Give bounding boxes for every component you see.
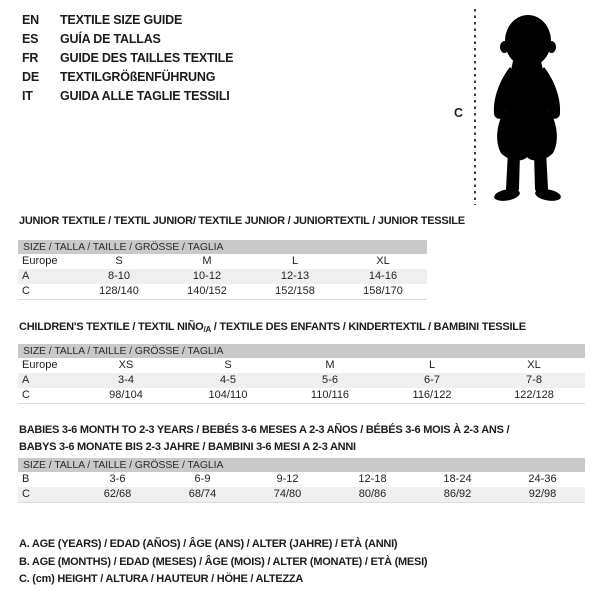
language-list [22, 11, 233, 106]
legend-notes [19, 536, 427, 589]
table-cell: 158/170 [363, 285, 403, 297]
language-label: TEXTILGRÖßENFÜHRUNG [60, 70, 216, 84]
table-cell: 74/80 [273, 488, 302, 500]
title-line-2: BABYS 3-6 MONATE BIS 2-3 JAHRE / BAMBINI 3-6 MESI A 2-3 ANNI [19, 441, 356, 453]
table-cell: 122/128 [514, 389, 554, 401]
language-label: GUIDE DES TAILLES TEXTILE [60, 51, 234, 65]
table-cell: XS [118, 359, 134, 371]
note-b: B. AGE (MONTHS) / EDAD (MESES) / ÂGE (MOIS) / ALTER (MONATE) / ETÀ (MESI) [19, 555, 428, 568]
note-a: A. AGE (YEARS) / EDAD (AÑOS) / ÂGE (ANS) / ALTER (JAHRE) / ETÀ (ANNI) [19, 538, 398, 550]
table-cell: M [325, 359, 335, 371]
table-cell: S [224, 359, 232, 371]
table-cell: 3-4 [118, 374, 134, 386]
row-label: C [22, 285, 30, 297]
table-cell: 12-13 [280, 270, 310, 282]
section-title-babies [19, 422, 509, 456]
table-cell: 104/110 [208, 389, 248, 401]
table-cell: 9-12 [276, 473, 299, 485]
table-cell: 98/104 [109, 389, 143, 401]
table-cell: 140/152 [187, 285, 227, 297]
table-row-age [18, 373, 585, 388]
size-header-bar: SIZE / TALLA / TAILLE / GRÖSSE / TAGLIA [18, 344, 585, 358]
row-label: B [22, 473, 30, 485]
row-label: Europe [22, 255, 58, 267]
height-measure-label: C [454, 106, 464, 120]
table-cell: S [115, 255, 123, 267]
table-cell: 62/68 [103, 488, 132, 500]
language-code: IT [22, 89, 33, 103]
table-row-height [18, 388, 585, 403]
size-header-bar: SIZE / TALLA / TAILLE / GRÖSSE / TAGLIA [18, 240, 427, 254]
table-row-height [18, 487, 585, 502]
table-cell: 12-18 [358, 473, 387, 485]
table-cell: 68/74 [188, 488, 217, 500]
title-text: / TEXTILE DES ENFANTS / KINDERTEXTIL / BAMBINI TESSILE [210, 321, 526, 333]
table-row-age [18, 269, 427, 284]
table-cell: 80/86 [358, 488, 387, 500]
row-label: A [22, 374, 30, 386]
table-cell: 10-12 [192, 270, 222, 282]
row-label: C [22, 488, 30, 500]
table-cell: 14-16 [368, 270, 398, 282]
language-row [22, 49, 233, 68]
table-cell: 4-5 [220, 374, 236, 386]
row-label: Europe [22, 359, 58, 371]
language-row [22, 11, 233, 30]
children-size-table [18, 344, 585, 404]
language-code: ES [22, 32, 39, 46]
language-row [22, 87, 233, 106]
language-label: GUIDA ALLE TAGLIE TESSILI [60, 89, 230, 103]
table-row-age-months [18, 472, 585, 487]
height-measure-dotted-line [474, 9, 476, 205]
language-code: FR [22, 51, 39, 65]
table-cell: 92/98 [528, 488, 557, 500]
junior-size-table [18, 240, 427, 300]
size-header-bar: SIZE / TALLA / TAILLE / GRÖSSE / TAGLIA [18, 458, 585, 472]
language-row [22, 68, 233, 87]
language-row [22, 30, 233, 49]
table-cell: 116/122 [412, 389, 452, 401]
language-label: GUÍA DE TALLAS [60, 32, 161, 46]
babies-size-table [18, 458, 585, 503]
table-cell: L [428, 359, 436, 371]
table-cell: XL [527, 359, 541, 371]
table-cell: 3-6 [109, 473, 126, 485]
table-cell: XL [376, 255, 390, 267]
table-cell: L [291, 255, 299, 267]
language-label: TEXTILE SIZE GUIDE [60, 13, 183, 27]
table-cell: 6-9 [194, 473, 211, 485]
title-line-1: BABIES 3-6 MONTH TO 2-3 YEARS / BEBÉS 3-6 MESES A 2-3 AÑOS / BÉBÉS 3-6 MOIS À 2-3 ANS / [19, 424, 510, 436]
language-code: EN [22, 13, 39, 27]
table-cell: 128/140 [99, 285, 139, 297]
table-row-europe [18, 254, 427, 269]
table-cell: 152/158 [275, 285, 315, 297]
title-text: CHILDREN'S TEXTILE / TEXTIL NIÑO [19, 321, 204, 333]
table-cell: 110/116 [310, 389, 350, 401]
table-row-height [18, 284, 427, 299]
section-title-children [19, 321, 526, 334]
table-cell: 7-8 [526, 374, 542, 386]
row-label: A [22, 270, 30, 282]
table-row-europe [18, 358, 585, 373]
table-cell: 6-7 [424, 374, 440, 386]
table-cell: 18-24 [443, 473, 472, 485]
section-title-junior: JUNIOR TEXTILE / TEXTIL JUNIOR/ TEXTILE JUNIOR / JUNIORTEXTIL / JUNIOR TESSILE [19, 215, 465, 227]
table-cell: 24-36 [528, 473, 557, 485]
table-cell: 86/92 [443, 488, 472, 500]
table-cell: 5-6 [322, 374, 338, 386]
note-c: C. (cm) HEIGHT / ALTURA / HAUTEUR / HÖHE / ALTEZZA [19, 573, 304, 585]
row-label: C [22, 389, 30, 401]
language-code: DE [22, 70, 39, 84]
table-cell: M [202, 255, 212, 267]
toddler-silhouette-icon [483, 9, 571, 203]
table-cell: 8-10 [107, 270, 131, 282]
title-subscript: /A [203, 325, 211, 334]
